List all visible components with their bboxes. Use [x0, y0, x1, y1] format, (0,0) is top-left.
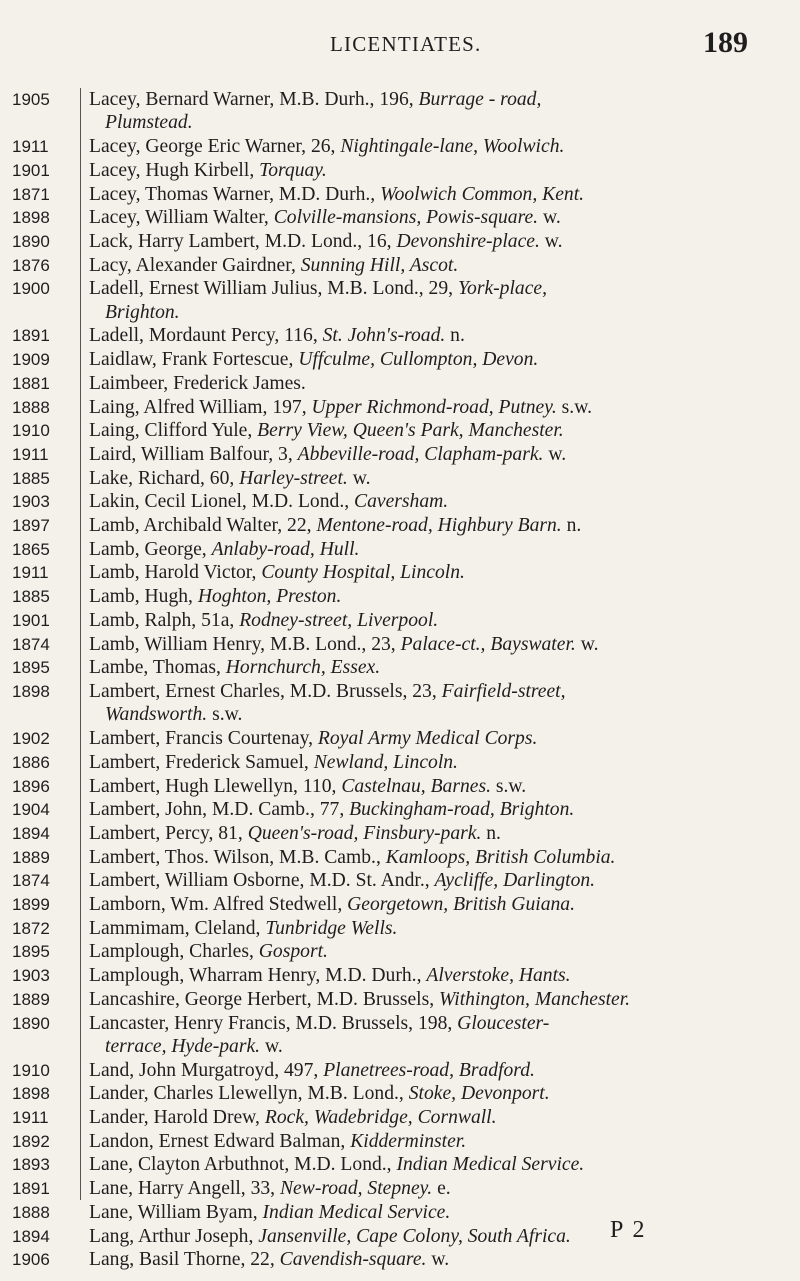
entry-text [76, 988, 800, 1011]
entry-location: Woolwich Common, Kent. [380, 183, 585, 205]
entry-year: 1891 [12, 326, 50, 346]
entry-text [76, 1130, 800, 1153]
entry-name: Lack, Harry Lambert, M.D. Lond., 16, [89, 230, 397, 252]
list-item [0, 538, 800, 561]
entry-name: Lacey, Bernard Warner, M.B. Durh., 196, [89, 89, 419, 110]
list-item [0, 775, 800, 798]
entry-year: 1901 [12, 160, 50, 180]
list-item [0, 727, 800, 750]
entry-name: Ladell, Ernest William Julius, M.B. Lond., 29, [89, 278, 458, 300]
entry-location: St. John's-road. [322, 325, 446, 347]
entry-name: Lambert, John, M.D. Camb., 77, [89, 799, 350, 821]
entry-text [76, 680, 800, 727]
list-item [0, 656, 800, 679]
entry-text [76, 88, 800, 135]
entry-year: 1889 [12, 989, 50, 1009]
entry-location: Alverstoke, Hants. [426, 965, 571, 987]
entry-year: 1910 [12, 421, 50, 441]
entry-year: 1885 [12, 468, 50, 488]
entry-location-continued: Brighton. [105, 301, 180, 323]
list-item [0, 917, 800, 940]
list-item [0, 633, 800, 656]
entry-year: 1901 [12, 610, 50, 630]
entry-text [76, 609, 800, 632]
entry-location: Hornchurch, Essex. [225, 657, 381, 679]
entry-name: Lacy, Alexander Gairdner, [89, 254, 301, 276]
entry-name: Lambert, Hugh Llewellyn, 110, [89, 775, 342, 797]
list-item [0, 88, 800, 135]
list-item [0, 372, 800, 395]
entry-name: Lammimam, Cleland, [89, 917, 266, 939]
entry-district: w. [538, 207, 561, 229]
entry-name: Lambert, Percy, 81, [89, 822, 248, 844]
entry-text [76, 940, 800, 963]
entry-text [76, 254, 800, 277]
entry-name: Lancashire, George Herbert, M.D. Brussels, [89, 988, 440, 1010]
entries-container [0, 88, 800, 1272]
entry-location: Torquay. [259, 159, 327, 181]
entry-year: 1893 [12, 1155, 50, 1175]
entry-location: Tunbridge Wells. [265, 917, 398, 939]
entry-text [76, 585, 800, 608]
entry-district: w. [347, 467, 371, 489]
entry-text [76, 230, 800, 253]
list-item [0, 1225, 800, 1248]
entry-name: Lamplough, Wharram Henry, M.D. Durh., [89, 965, 427, 987]
entry-location: Aycliffe, Darlington. [434, 870, 596, 892]
entry-text [76, 846, 800, 869]
entry-district: w. [539, 230, 563, 252]
entry-district: w. [260, 1035, 283, 1057]
entry-district: s.w. [490, 775, 527, 797]
list-item [0, 159, 800, 182]
entry-location-continued: Plumstead. [105, 112, 193, 134]
list-item [0, 206, 800, 229]
entry-year: 1895 [12, 942, 50, 962]
entry-text [76, 633, 800, 656]
list-item [0, 1177, 800, 1200]
list-item [0, 846, 800, 869]
entry-location: Gloucester- [457, 1012, 550, 1034]
entry-text [76, 561, 800, 584]
entry-text [76, 1012, 800, 1059]
entry-location: Kidderminster. [350, 1130, 467, 1152]
entry-text [76, 822, 800, 845]
entry-name: Laing, Alfred William, 197, [89, 396, 312, 418]
entry-year: 1890 [12, 231, 50, 251]
entry-year: 1897 [12, 516, 50, 536]
entry-year: 1871 [12, 184, 50, 204]
entry-text [76, 964, 800, 987]
list-item [0, 1082, 800, 1105]
entry-year: 1911 [12, 1108, 49, 1128]
entry-location: Devonshire-place. [396, 230, 540, 252]
list-item [0, 230, 800, 253]
entry-name: Lander, Charles Llewellyn, M.B. Lond., [89, 1083, 409, 1105]
entry-year: 1892 [12, 1131, 50, 1151]
entry-text [76, 206, 800, 229]
entry-year: 1898 [12, 681, 50, 701]
entry-year: 1898 [12, 1084, 50, 1104]
entry-location-continued: terrace, Hyde-park. [105, 1035, 261, 1057]
entry-location: Withington, Manchester. [439, 988, 631, 1010]
entry-location: New-road, Stepney. [279, 1178, 433, 1200]
entry-text [76, 514, 800, 537]
entry-year: 1905 [12, 90, 50, 109]
entry-text [76, 917, 800, 940]
entry-year: 1902 [12, 729, 50, 749]
entry-text [76, 324, 800, 347]
entry-name: Lamb, Hugh, [89, 586, 198, 608]
entry-name: Lacey, George Eric Warner, 26, [89, 136, 341, 158]
entry-name: Lane, William Byam, [89, 1201, 263, 1223]
entry-location: Abbeville-road, Clapham-park. [297, 443, 544, 465]
entry-name: Laimbeer, Frederick James. [89, 372, 306, 394]
entry-district: n. [481, 822, 501, 844]
entry-text [76, 1201, 800, 1224]
entry-location: Palace-ct., Bayswater. [400, 633, 576, 655]
entry-location: Jansenville, Cape Colony, South Africa. [258, 1225, 571, 1247]
entry-location: Mentone-road, Highbury Barn. [316, 515, 562, 537]
entry-year: 1894 [12, 823, 50, 843]
entry-year: 1894 [12, 1226, 50, 1246]
entry-year: 1872 [12, 918, 50, 938]
entry-name: Lacey, William Walter, [89, 207, 274, 229]
entry-location: Berry View, Queen's Park, Manchester. [257, 420, 564, 442]
list-item [0, 254, 800, 277]
entry-text [76, 348, 800, 371]
entry-location: Royal Army Medical Corps. [317, 728, 538, 750]
entry-location: Nightingale-lane, Woolwich. [340, 136, 565, 158]
entry-year: 1874 [12, 634, 50, 654]
entry-year: 1890 [12, 1013, 50, 1033]
entry-location: Uffculme, Cullompton, Devon. [298, 349, 539, 371]
list-item [0, 751, 800, 774]
list-item [0, 1130, 800, 1153]
list-item [0, 467, 800, 490]
entry-text [76, 893, 800, 916]
entry-location: Sunning Hill, Ascot. [300, 254, 459, 276]
entry-name: Lamb, George, [89, 538, 212, 560]
list-item [0, 940, 800, 963]
entry-name: Lakin, Cecil Lionel, M.D. Lond., [89, 491, 355, 513]
entry-year: 1898 [12, 208, 50, 228]
entry-location: Indian Medical Service. [396, 1154, 585, 1176]
entry-year: 1909 [12, 350, 50, 370]
entry-text [76, 538, 800, 561]
page-number: 189 [703, 26, 748, 59]
entry-name: Lamb, William Henry, M.B. Lond., 23, [89, 633, 401, 655]
entry-text [76, 135, 800, 158]
entry-text [76, 159, 800, 182]
entry-location: County Hospital, Lincoln. [261, 562, 465, 584]
entry-name: Land, John Murgatroyd, 497, [89, 1059, 324, 1081]
entry-year: 1895 [12, 658, 50, 678]
entry-name: Ladell, Mordaunt Percy, 116, [89, 325, 323, 347]
entry-year: 1888 [12, 1202, 50, 1222]
entry-location: Buckingham-road, Brighton. [349, 799, 575, 821]
list-item [0, 443, 800, 466]
entry-year: 1906 [12, 1250, 50, 1270]
entry-year: 1891 [12, 1179, 50, 1199]
list-item [0, 490, 800, 513]
entry-year: 1911 [12, 563, 49, 583]
list-item [0, 988, 800, 1011]
list-item [0, 609, 800, 632]
entry-location: Cavendish-square. [279, 1249, 427, 1271]
list-item [0, 680, 800, 727]
entry-continuation [89, 703, 770, 726]
entry-name: Lamplough, Charles, [89, 941, 259, 963]
list-item [0, 964, 800, 987]
entry-year: 1911 [12, 137, 49, 157]
entry-year: 1910 [12, 1060, 50, 1080]
licentiates-list [0, 88, 800, 1272]
entry-name: Lake, Richard, 60, [89, 467, 240, 489]
entry-name: Lambert, William Osborne, M.D. St. Andr., [89, 870, 435, 892]
entry-location: Stoke, Devonport. [408, 1083, 550, 1105]
list-item [0, 1201, 800, 1224]
entry-district: n. [445, 325, 465, 347]
entry-text [76, 372, 800, 395]
entry-location: York-place, [457, 278, 548, 300]
entry-continuation [89, 1035, 770, 1058]
list-item [0, 1248, 800, 1271]
entry-location: Georgetown, British Guiana. [347, 894, 575, 916]
entry-year: 1889 [12, 847, 50, 867]
entry-text [76, 869, 800, 892]
entry-district: s.w. [207, 704, 243, 726]
entry-name: Landon, Ernest Edward Balman, [89, 1130, 351, 1152]
entry-location: Fairfield-street, [441, 680, 566, 702]
entry-text [76, 1248, 800, 1271]
entry-text [76, 467, 800, 490]
entry-location-continued: Wandsworth. [105, 704, 208, 726]
entry-text [76, 277, 800, 324]
entry-text [76, 1225, 800, 1248]
entry-location: Gosport. [258, 941, 328, 963]
list-item [0, 585, 800, 608]
list-item [0, 1012, 800, 1059]
entry-district: e. [432, 1178, 451, 1200]
entry-text [76, 1106, 800, 1129]
running-title: LICENTIATES. [330, 32, 482, 56]
entry-year: 1885 [12, 587, 50, 607]
list-item [0, 822, 800, 845]
entry-name: Laidlaw, Frank Fortescue, [89, 349, 299, 371]
entry-year: 1896 [12, 776, 50, 796]
entry-name: Lambert, Frederick Samuel, [89, 751, 314, 773]
entry-year: 1899 [12, 895, 50, 915]
entry-continuation [89, 111, 770, 134]
signature-mark: P 2 [610, 1217, 647, 1243]
entry-location: Castelnau, Barnes. [341, 775, 491, 797]
entry-text [76, 443, 800, 466]
entry-name: Lambert, Francis Courtenay, [89, 728, 318, 750]
entry-year: 1903 [12, 966, 50, 986]
entry-district: w. [543, 443, 567, 465]
entry-location: Planetrees-road, Bradford. [323, 1059, 535, 1081]
entry-location: Burrage - road, [418, 89, 542, 110]
entry-name: Lambe, Thomas, [89, 657, 226, 679]
list-item [0, 348, 800, 371]
entry-text [76, 396, 800, 419]
entry-location: Hoghton, Preston. [197, 586, 342, 608]
entry-location: Upper Richmond-road, Putney. [311, 396, 557, 418]
list-item [0, 183, 800, 206]
entry-location: Anlaby-road, Hull. [211, 538, 360, 560]
entry-location: Colville-mansions, Powis-square. [273, 207, 539, 229]
entry-name: Laird, William Balfour, 3, [89, 443, 298, 465]
entry-location: Rodney-street, Liverpool. [239, 609, 439, 631]
list-item [0, 561, 800, 584]
entry-location: Queen's-road, Finsbury-park. [247, 822, 482, 844]
entry-name: Lang, Basil Thorne, 22, [89, 1249, 280, 1271]
entry-district: s.w. [556, 396, 592, 418]
list-item [0, 396, 800, 419]
list-item [0, 514, 800, 537]
entry-continuation [89, 301, 770, 324]
entry-name: Lambert, Ernest Charles, M.D. Brussels, 23, [89, 680, 442, 702]
entry-text [76, 1177, 800, 1200]
entry-text [76, 775, 800, 798]
entry-name: Lacey, Hugh Kirbell, [89, 159, 260, 181]
entry-district: w. [575, 633, 599, 655]
list-item [0, 324, 800, 347]
entry-year: 1900 [12, 279, 50, 299]
entry-name: Lane, Clayton Arbuthnot, M.D. Lond., [89, 1154, 397, 1176]
entry-year: 1886 [12, 752, 50, 772]
entry-text [76, 183, 800, 206]
entry-name: Lamborn, Wm. Alfred Stedwell, [89, 894, 348, 916]
entry-location: Newland, Lincoln. [313, 751, 458, 773]
entry-year: 1903 [12, 492, 50, 512]
entry-text [76, 419, 800, 442]
list-item [0, 1153, 800, 1176]
entry-location: Harley-street. [239, 467, 348, 489]
list-item [0, 277, 800, 324]
entry-name: Lang, Arthur Joseph, [89, 1225, 259, 1247]
entry-text [76, 727, 800, 750]
entry-name: Lander, Harold Drew, [89, 1107, 265, 1129]
entry-name: Lancaster, Henry Francis, M.D. Brussels, 198, [89, 1012, 458, 1034]
entry-name: Laing, Clifford Yule, [89, 420, 258, 442]
entry-location: Indian Medical Service. [262, 1201, 451, 1223]
entry-year: 1911 [12, 444, 49, 464]
list-item [0, 1059, 800, 1082]
entry-text [76, 1059, 800, 1082]
entry-name: Lane, Harry Angell, 33, [89, 1178, 280, 1200]
entry-name: Lacey, Thomas Warner, M.D. Durh., [89, 183, 381, 205]
entry-year: 1874 [12, 871, 50, 891]
entry-text [76, 751, 800, 774]
entry-year: 1876 [12, 255, 50, 275]
entry-year: 1904 [12, 800, 50, 820]
entry-year: 1865 [12, 539, 50, 559]
entry-name: Lamb, Harold Victor, [89, 562, 262, 584]
entry-name: Lambert, Thos. Wilson, M.B. Camb., [89, 846, 386, 868]
entry-year: 1888 [12, 397, 50, 417]
list-item [0, 798, 800, 821]
list-item [0, 1106, 800, 1129]
page-header [0, 24, 800, 64]
entry-district: n. [561, 515, 582, 537]
entry-name: Lamb, Ralph, 51a, [89, 609, 240, 631]
entry-text [76, 490, 800, 513]
list-item [0, 869, 800, 892]
entry-year: 1881 [12, 373, 50, 393]
entry-name: Lamb, Archibald Walter, 22, [89, 515, 317, 537]
entry-text [76, 656, 800, 679]
entry-text [76, 1153, 800, 1176]
entry-location: Rock, Wadebridge, Cornwall. [264, 1107, 497, 1129]
list-item [0, 419, 800, 442]
entry-district: w. [426, 1249, 450, 1271]
list-item [0, 135, 800, 158]
entry-location: Caversham. [354, 491, 449, 513]
entry-text [76, 1082, 800, 1105]
entry-location: Kamloops, British Columbia. [385, 846, 616, 868]
entry-text [76, 798, 800, 821]
list-item [0, 893, 800, 916]
